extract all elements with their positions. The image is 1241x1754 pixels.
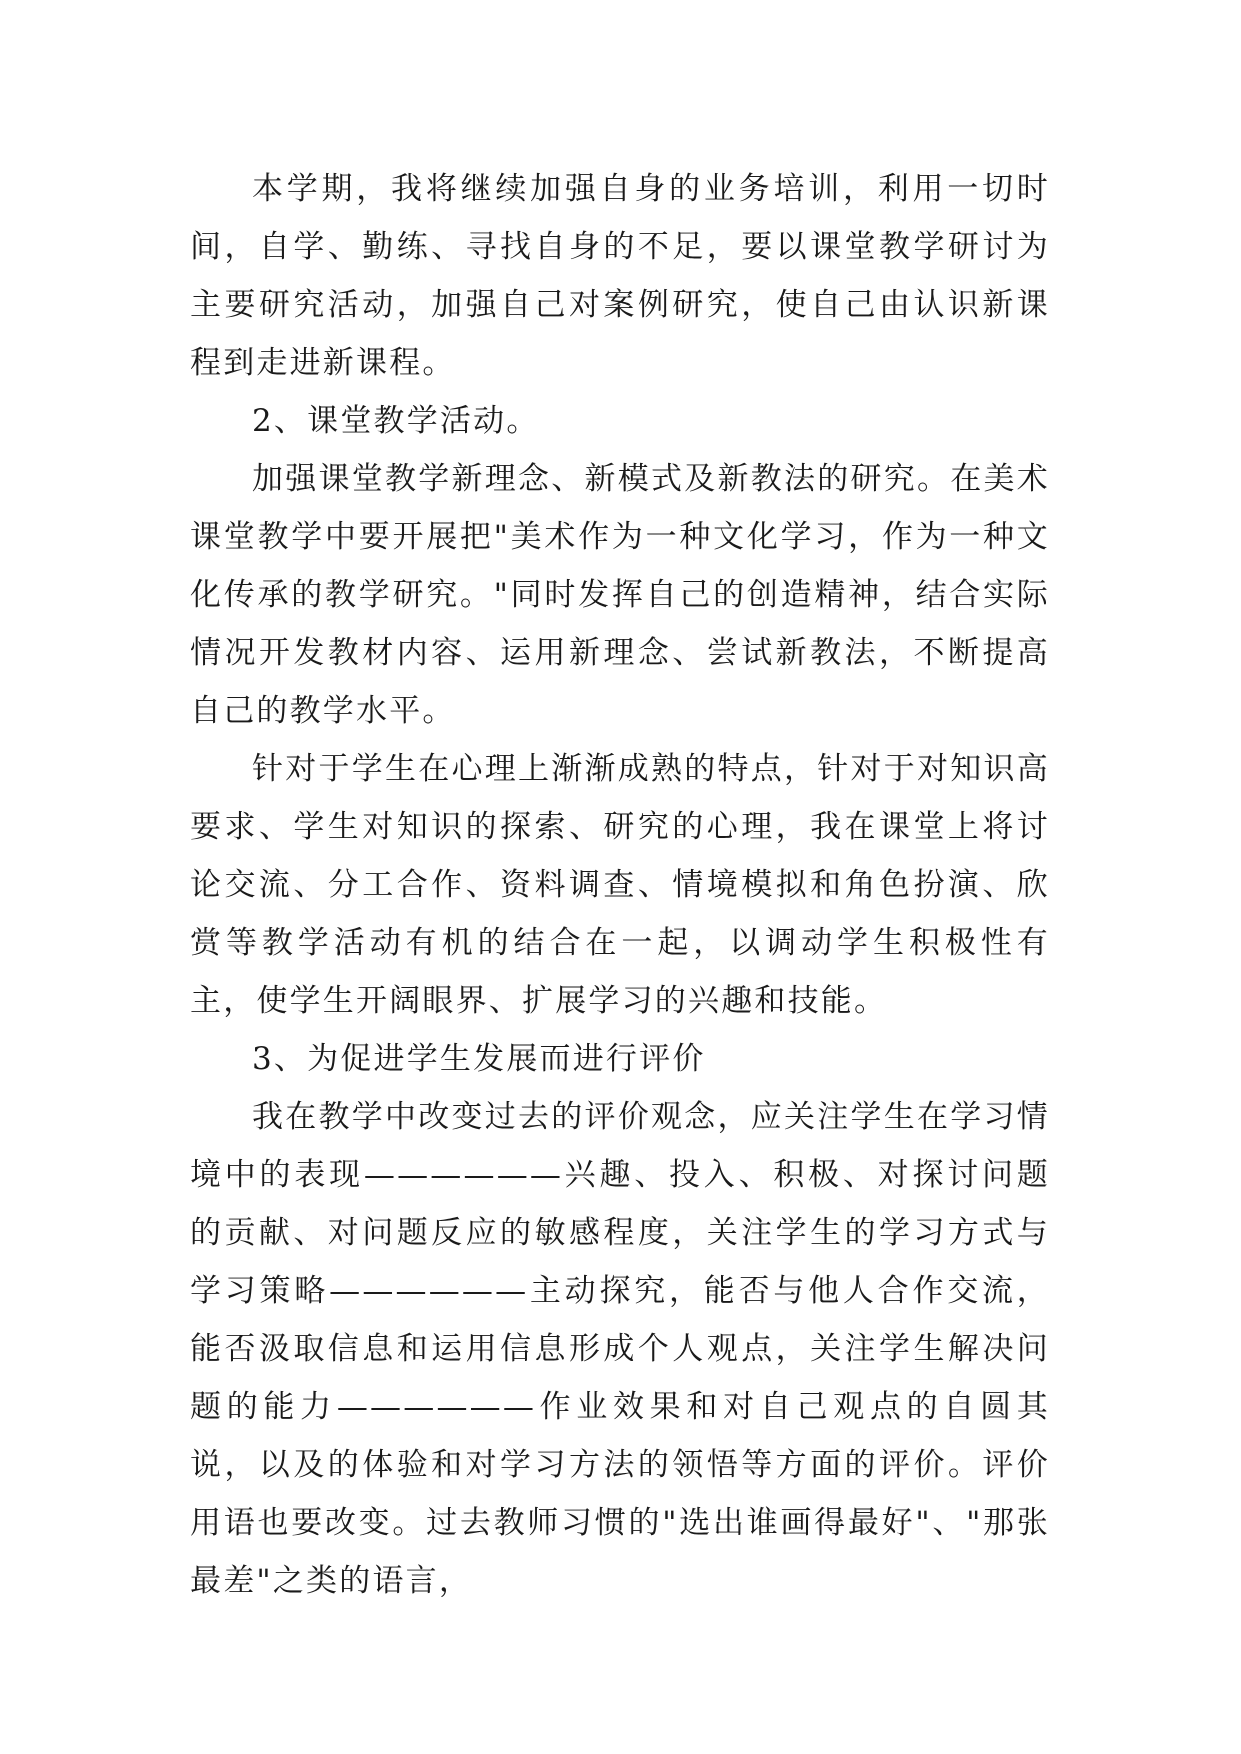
paragraph-student-activities: 针对于学生在心理上渐渐成熟的特点，针对于对知识高要求、学生对知识的探索、研究的心理，我在课堂上将讨论交流、分工合作、资料调查、情境模拟和角色扮演、欣赏等教学活动有机的结合在一起，以调动学生积极性有主，使学生开阔眼界、扩展学习的兴趣和技能。 — [190, 751, 1050, 1019]
paragraph-self-training: 本学期，我将继续加强自身的业务培训，利用一切时间，自学、勤练、寻找自身的不足，要以课堂教学研讨为主要研究活动，加强自己对案例研究，使自己由认识新课程到走进新课程。 — [190, 171, 1050, 381]
section-heading-evaluation: 3、为促进学生发展而进行评价 — [252, 1041, 706, 1077]
paragraph-teaching-research: 加强课堂教学新理念、新模式及新教法的研究。在美术课堂教学中要开展把"美术作为一种文化学习，作为一种文化传承的教学研究。"同时发挥自己的创造精神，结合实际情况开发教材内容、运用新理念、尝试新教法，不断提高自己的教学水平。 — [190, 461, 1050, 729]
section-heading-classroom-activities: 2、课堂教学活动。 — [252, 403, 540, 439]
paragraph-evaluation: 我在教学中改变过去的评价观念，应关注学生在学习情境中的表现——————兴趣、投入、积极、对探讨问题的贡献、对问题反应的敏感程度，关注学生的学习方式与学习策略——————主动探究，能否与他人合作交流，能否汲取信息和运用信息形成个人观点，关注学生解决问题的能力——————作业效果和对自己观点的自圆其说，以及的体验和对学习方法的领悟等方面的评价。评价用语也要改变。过去教师习惯的"选出谁画得最好"、"那张最差"之类的语言， — [190, 1099, 1050, 1599]
document-page — [190, 160, 1050, 1610]
